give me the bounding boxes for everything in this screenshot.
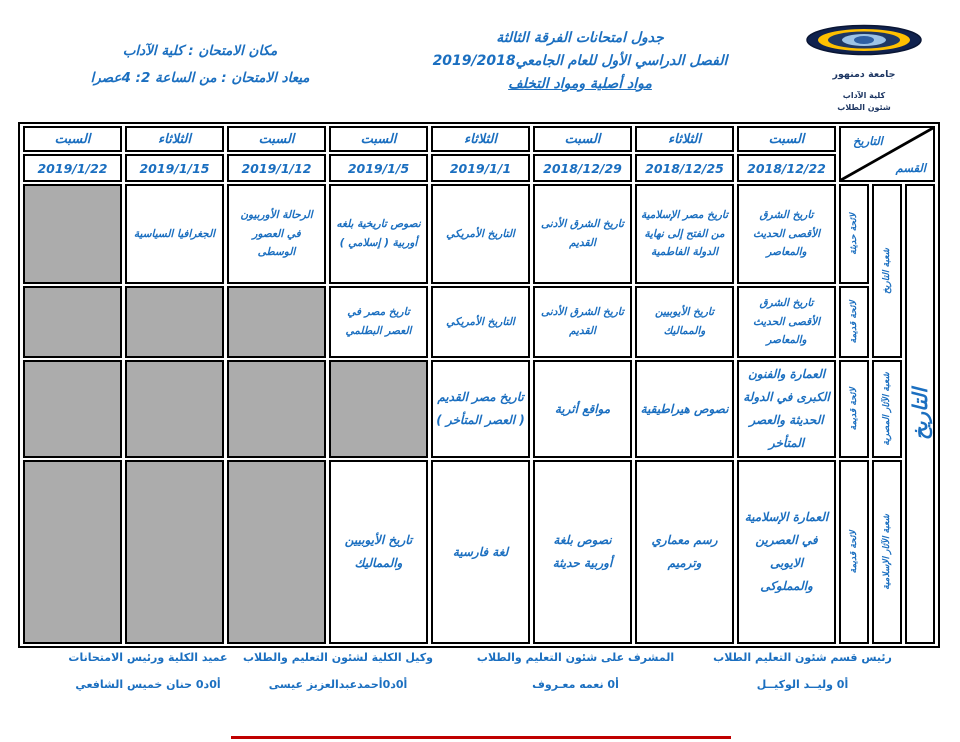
day-header: الثلاثاء (125, 126, 224, 152)
empty-exam-cell (227, 286, 326, 358)
empty-exam-cell (329, 360, 428, 458)
date-header: 2019/1/1 (431, 154, 530, 182)
signature-name: أ0 وليــد الوكيــل (756, 678, 849, 691)
regulation-label-text: لائحة قديمة (849, 387, 859, 431)
empty-exam-cell (125, 286, 224, 358)
date-header: 2019/1/15 (125, 154, 224, 182)
empty-exam-cell (227, 360, 326, 458)
corner-date-label: التاريخ (853, 134, 883, 148)
signature-name: أ0د0 حنان خميس الشافعي (75, 678, 221, 691)
schedule-table-wrapper (18, 122, 940, 648)
exam-cell: نصوص بلغة أوربية حديثة (533, 460, 632, 644)
date-header: 2019/1/22 (23, 154, 122, 182)
regulation-label-text: لائحة حديثة (849, 213, 859, 255)
exam-cell: نصوص تاريخية بلغه أوربية ( إسلامي ) (329, 184, 428, 284)
regulation-label-text: لائحة قديمة (849, 530, 859, 574)
department-label-text: التاريخ (908, 388, 932, 440)
regulation-label (839, 184, 869, 284)
exam-cell: تاريخ الشرق الأقصى الحديث والمعاصر (737, 184, 836, 284)
exam-cell: تاريخ مصر الإسلامية من الفتح إلى نهاية الدولة الفاطمية (635, 184, 734, 284)
department-label (905, 184, 935, 644)
regulation-label (839, 460, 869, 644)
day-header: الثلاثاء (635, 126, 734, 152)
footer-red-line (231, 736, 731, 739)
regulation-label (839, 286, 869, 358)
university-block (784, 24, 944, 112)
exam-schedule-table (18, 122, 940, 648)
date-header: 2018/12/25 (635, 154, 734, 182)
corner-department-label: القسم (895, 161, 926, 175)
title-line-3: مواد أصلية ومواد التخلف (508, 76, 652, 92)
empty-exam-cell (23, 460, 122, 644)
day-header: السبت (737, 126, 836, 152)
regulation-label-text: لائحة قديمة (849, 300, 859, 344)
exam-cell: العمارة والفنون الكبرى في الدولة الحديثة والعصر المتأخر (737, 360, 836, 458)
exam-info (30, 38, 370, 92)
exam-cell: تاريخ الشرق الأدنى القديم (533, 286, 632, 358)
exam-cell: نصوص هيراطيقية (635, 360, 734, 458)
title-line-2: الفصل الدراسي الأول للعام الجامعي2019/2018 (432, 53, 728, 69)
exam-cell: التاريخ الأمريكي (431, 184, 530, 284)
day-header: السبت (329, 126, 428, 152)
exam-cell: تاريخ الشرق الأدنى القديم (533, 184, 632, 284)
exam-cell: تاريخ مصر القديم ( العصر المتأخر ) (431, 360, 530, 458)
exam-location: مكان الامتحان : كلية الآداب (122, 43, 278, 59)
exam-cell: مواقع أثرية (533, 360, 632, 458)
empty-exam-cell (23, 286, 122, 358)
exam-time: ميعاد الامتحان : من الساعة 2: 4عصرا (90, 70, 310, 86)
exam-cell: العمارة الإسلامية في العصرين الايوبى والمملوكى (737, 460, 836, 644)
date-header: 2018/12/22 (737, 154, 836, 182)
title-line-1: جدول امتحانات الفرقة الثالثة (496, 30, 664, 46)
section-label (872, 184, 902, 358)
date-header: 2019/1/12 (227, 154, 326, 182)
office-name: شئون الطلاب (837, 103, 891, 112)
faculty-name: كلية الآداب (842, 91, 886, 100)
exam-cell: التاريخ الأمريكي (431, 286, 530, 358)
exam-cell: تاريخ الأيوبيين والمماليك (329, 460, 428, 644)
day-header: السبت (23, 126, 122, 152)
exam-cell: تاريخ مصر في العصر البطلمي (329, 286, 428, 358)
signature-title: عميد الكلية ورئيس الامتحانات (68, 651, 228, 664)
exam-cell: تاريخ الشرق الأقصى الحديث والمعاصر (737, 286, 836, 358)
signature-block-vice-dean (232, 651, 444, 691)
signature-block-students-affairs-head (695, 651, 910, 691)
section-label-text: شعبة الآثار الإسلامية (882, 514, 892, 590)
signature-title: المشرف على شئون التعليم والطلاب (476, 651, 675, 664)
document-title (395, 30, 765, 92)
signature-block-dean (42, 651, 254, 691)
exam-cell: تاريخ الأيوبيين والمماليك (635, 286, 734, 358)
section-label-text: شعبة التاريخ (882, 248, 892, 294)
empty-exam-cell (227, 460, 326, 644)
day-header: السبت (533, 126, 632, 152)
day-header: الثلاثاء (431, 126, 530, 152)
day-header: السبت (227, 126, 326, 152)
date-header: 2019/1/5 (329, 154, 428, 182)
university-name: جامعة دمنهور (832, 69, 896, 80)
empty-exam-cell (23, 184, 122, 284)
exam-cell: الرحالة الأوربيون في العصور الوسطى (227, 184, 326, 284)
exam-cell: الجغرافيا السياسية (125, 184, 224, 284)
corner-cell (839, 126, 935, 182)
university-logo-icon (805, 24, 923, 56)
section-label-text: شعبة الآثار المصرية (882, 372, 892, 446)
signature-title: وكيل الكلية لشئون التعليم والطلاب (243, 651, 433, 664)
exam-cell: لغة فارسية (431, 460, 530, 644)
empty-exam-cell (23, 360, 122, 458)
section-label (872, 360, 902, 458)
signature-name: أ0 نعمه معـروف (532, 678, 619, 691)
empty-exam-cell (125, 460, 224, 644)
section-label (872, 460, 902, 644)
signature-block-supervisor (468, 651, 683, 691)
signature-title: رئيس قسم شئون التعليم الطلاب (713, 651, 892, 664)
regulation-label (839, 360, 869, 458)
empty-exam-cell (125, 360, 224, 458)
signature-name: أ0د0أحمدعبدالعزيز عيسى (268, 678, 408, 691)
date-header: 2018/12/29 (533, 154, 632, 182)
exam-cell: رسم معماري وترميم (635, 460, 734, 644)
